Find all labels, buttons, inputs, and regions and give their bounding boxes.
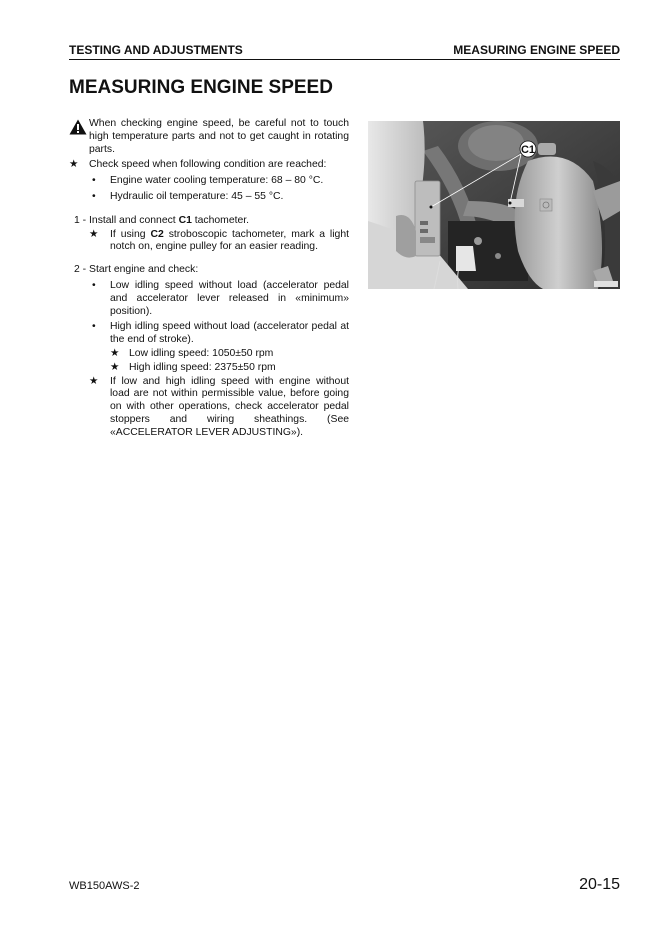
warning-text: When checking engine speed, be careful not to touch high temperature parts and not to get caught in rotating parts. [89, 118, 349, 155]
bullet-icon: • [92, 175, 96, 187]
note-text: If low and high idling speed with engine without load are not within permissible value, before going on with other operations, check accelerator pedal stoppers and wiring sheathings. (See «ACCELERATOR LEVER ADJUSTING»). [110, 375, 349, 438]
step-1 [69, 215, 349, 228]
check-item-text: Low idling speed without load (accelerator pedal and accelerator lever released in «minimum» position). [110, 279, 349, 317]
image-code-tag [594, 281, 618, 287]
star-icon: ★ [69, 159, 79, 171]
step-number: 2 - [74, 264, 87, 276]
page-title: MEASURING ENGINE SPEED [69, 77, 333, 98]
condition-item-text: Hydraulic oil temperature: 45 – 55 °C. [110, 190, 284, 202]
spec-text: Low idling speed: 1050±50 rpm [129, 347, 274, 359]
check-item [69, 321, 349, 347]
note-text: If using [110, 228, 146, 240]
tool-ref-c1: C1 [178, 214, 192, 226]
warning-note [69, 118, 349, 156]
condition-text: Check speed when following condition are reached: [89, 159, 327, 171]
engine-photo [368, 121, 620, 289]
body-text [69, 118, 349, 440]
check-item [69, 280, 349, 318]
note-text: stroboscopic tachometer, mark a light notch on, engine pulley for an easier reading. [110, 228, 349, 253]
star-icon: ★ [89, 375, 99, 387]
bullet-icon: • [92, 321, 96, 333]
check-item-text: High idling speed without load (accelerator pedal at the end of stroke). [110, 321, 349, 346]
step-2 [69, 264, 349, 277]
bullet-icon: • [92, 279, 96, 291]
callout-c1-label: C1 [520, 144, 536, 156]
footer-model: WB150AWS-2 [69, 880, 140, 892]
star-icon: ★ [110, 347, 120, 359]
condition-item-text: Engine water cooling temperature: 68 – 80 °C. [110, 175, 324, 187]
step-text: tachometer. [194, 214, 250, 226]
step-text: Install and connect [89, 214, 176, 226]
bullet-icon: • [92, 190, 96, 202]
tool-ref-c2: C2 [150, 228, 164, 240]
step-number: 1 - [74, 214, 87, 226]
star-icon: ★ [89, 228, 99, 240]
coolant-tank [515, 157, 602, 290]
header-section: TESTING AND ADJUSTMENTS [69, 43, 243, 57]
condition-item [69, 175, 349, 188]
spec-text: High idling speed: 2375±50 rpm [129, 361, 276, 373]
header-topic: MEASURING ENGINE SPEED [453, 43, 620, 57]
spec-low-idle [69, 348, 349, 361]
header-divider [69, 59, 620, 60]
step-1-note [69, 229, 349, 255]
step-2-note [69, 376, 349, 440]
condition-item [69, 191, 349, 204]
spec-high-idle [69, 362, 349, 375]
step-text: Start engine and check: [89, 264, 199, 276]
tachometer-device [415, 181, 440, 256]
footer-page-number: 20-15 [579, 876, 620, 893]
warning-triangle-icon [69, 119, 87, 135]
condition-note [69, 159, 349, 172]
star-icon: ★ [110, 361, 120, 373]
